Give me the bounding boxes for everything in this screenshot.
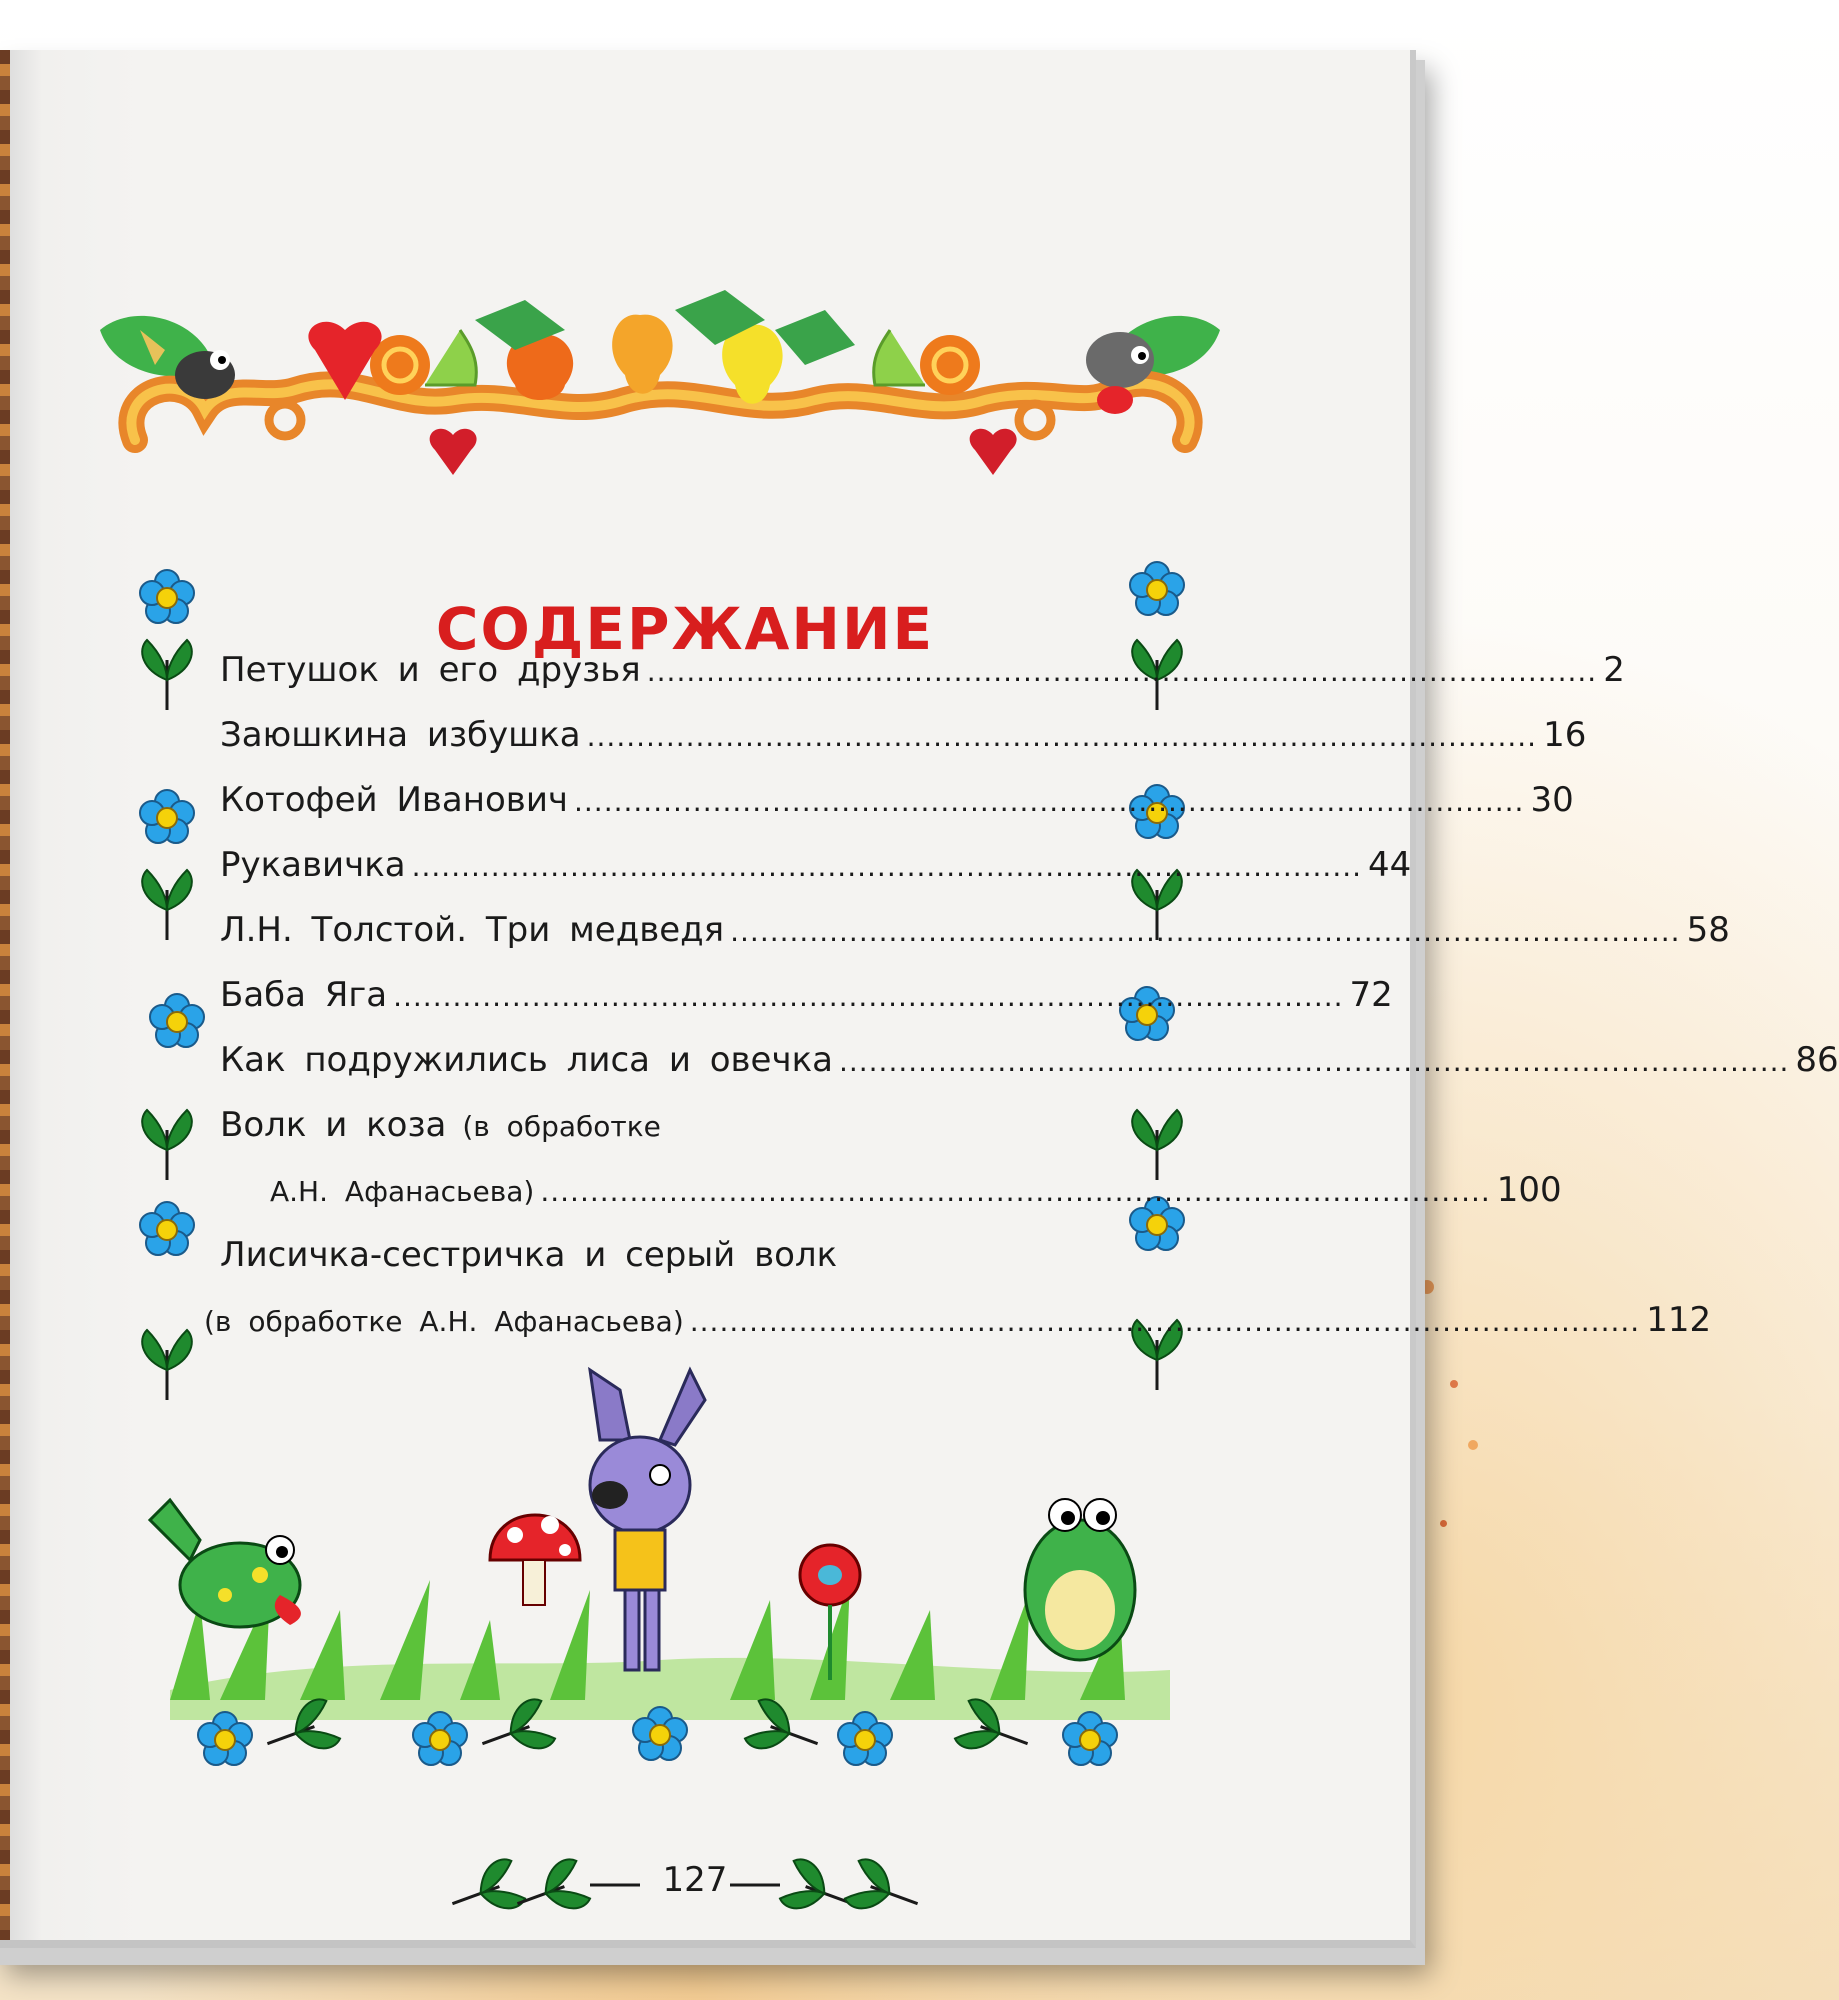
toc-entry-page: 2 bbox=[1603, 650, 1625, 690]
toc-entry-page: 100 bbox=[1496, 1170, 1562, 1210]
toc-entry[interactable] bbox=[220, 715, 1587, 780]
leaf-sprig-icon bbox=[509, 1856, 592, 1927]
toc-entry[interactable] bbox=[220, 780, 1574, 845]
snail-right-icon bbox=[874, 330, 980, 395]
toc-entry-title: Баба Яга bbox=[220, 975, 388, 1015]
toc-entry[interactable] bbox=[220, 910, 1730, 975]
toc-leader: ................................................................................................ bbox=[586, 720, 1538, 753]
toc-entry-title: Лисичка-сестричка и серый волк bbox=[220, 1235, 838, 1275]
leaf-sprig-icon bbox=[142, 1110, 192, 1180]
toc-leader: ................................................................................................ bbox=[730, 915, 1681, 948]
toc-leader: ................................................................................................ bbox=[540, 1175, 1491, 1208]
leaf-sprig-icon bbox=[1132, 1110, 1182, 1180]
toc-entry[interactable] bbox=[220, 845, 1412, 910]
toc-entry[interactable] bbox=[220, 1235, 1112, 1300]
left-border-decor bbox=[135, 560, 215, 1460]
toc-entry-title: Волк и коза bbox=[220, 1105, 447, 1145]
toc-entry-page: 16 bbox=[1543, 715, 1587, 755]
page-title: СОДЕРЖАНИЕ bbox=[435, 594, 935, 663]
flower-icon bbox=[140, 570, 194, 623]
toc-entry-title: Петушок и его друзья bbox=[220, 650, 641, 690]
top-ornament bbox=[95, 290, 1225, 480]
toc-entry-page: 44 bbox=[1368, 845, 1412, 885]
leaf-sprig-icon bbox=[778, 1856, 861, 1927]
toc-leader: ................................................................................................ bbox=[689, 1305, 1641, 1338]
toc-entry-note: (в обработке bbox=[462, 1110, 661, 1143]
leaf-sprig-icon bbox=[444, 1856, 527, 1927]
leaf-sprig-icon bbox=[142, 870, 192, 940]
toc-leader: ................................................................................................ bbox=[574, 785, 1525, 818]
toc-entry-page: 72 bbox=[1349, 975, 1393, 1015]
toc-entry-continuation[interactable] bbox=[220, 1170, 1562, 1235]
toc-entry-credit: А.Н. Афанасьева) bbox=[270, 1175, 535, 1208]
flower-icon bbox=[150, 994, 204, 1047]
toc-entry-title: Рукавичка bbox=[220, 845, 406, 885]
toc-leader: ................................................................................................ bbox=[838, 1045, 1790, 1078]
toc-entry-page: 30 bbox=[1530, 780, 1574, 820]
toc-entry[interactable] bbox=[220, 1040, 1839, 1105]
flower-icon bbox=[140, 1202, 194, 1255]
toc-entry-page: 86 bbox=[1795, 1040, 1839, 1080]
table-of-contents bbox=[204, 650, 1839, 1365]
toc-leader: ................................................................................................ bbox=[646, 655, 1598, 688]
flower-icon bbox=[1130, 562, 1184, 615]
toc-entry-page: 112 bbox=[1646, 1300, 1712, 1340]
leaf-sprig-icon bbox=[843, 1856, 926, 1927]
leaf-sprig-icon bbox=[142, 1330, 192, 1400]
bottom-meadow-illustration bbox=[130, 1400, 1190, 1780]
toc-entry-continuation[interactable] bbox=[204, 1300, 1712, 1365]
toc-entry-title: Л.Н. Толстой. Три медведя bbox=[220, 910, 725, 950]
toc-leader: ................................................................................................ bbox=[393, 980, 1344, 1013]
leaf-sprig-icon bbox=[142, 640, 192, 710]
toc-entry-title: Как подружились лиса и овечка bbox=[220, 1040, 833, 1080]
toc-entry[interactable] bbox=[220, 650, 1625, 715]
frog-right-icon bbox=[1025, 1499, 1135, 1660]
adjacent-page-edge bbox=[0, 50, 10, 1940]
toc-entry[interactable] bbox=[220, 975, 1393, 1040]
snail-left-icon bbox=[370, 330, 476, 395]
toc-entry[interactable] bbox=[220, 1105, 1112, 1170]
flower-icon bbox=[140, 790, 194, 843]
toc-entry-title: Котофей Иванович bbox=[220, 780, 568, 820]
frog-left-icon bbox=[150, 1500, 301, 1627]
toc-entry-credit: (в обработке А.Н. Афанасьева) bbox=[204, 1305, 684, 1338]
hare-icon bbox=[590, 1370, 705, 1670]
toc-entry-title: Заюшкина избушка bbox=[220, 715, 581, 755]
mushroom-icon bbox=[490, 1515, 580, 1605]
toc-leader: ................................................................................................ bbox=[411, 850, 1363, 883]
page-number: 127 bbox=[662, 1860, 728, 1900]
toc-entry-page: 58 bbox=[1686, 910, 1730, 950]
